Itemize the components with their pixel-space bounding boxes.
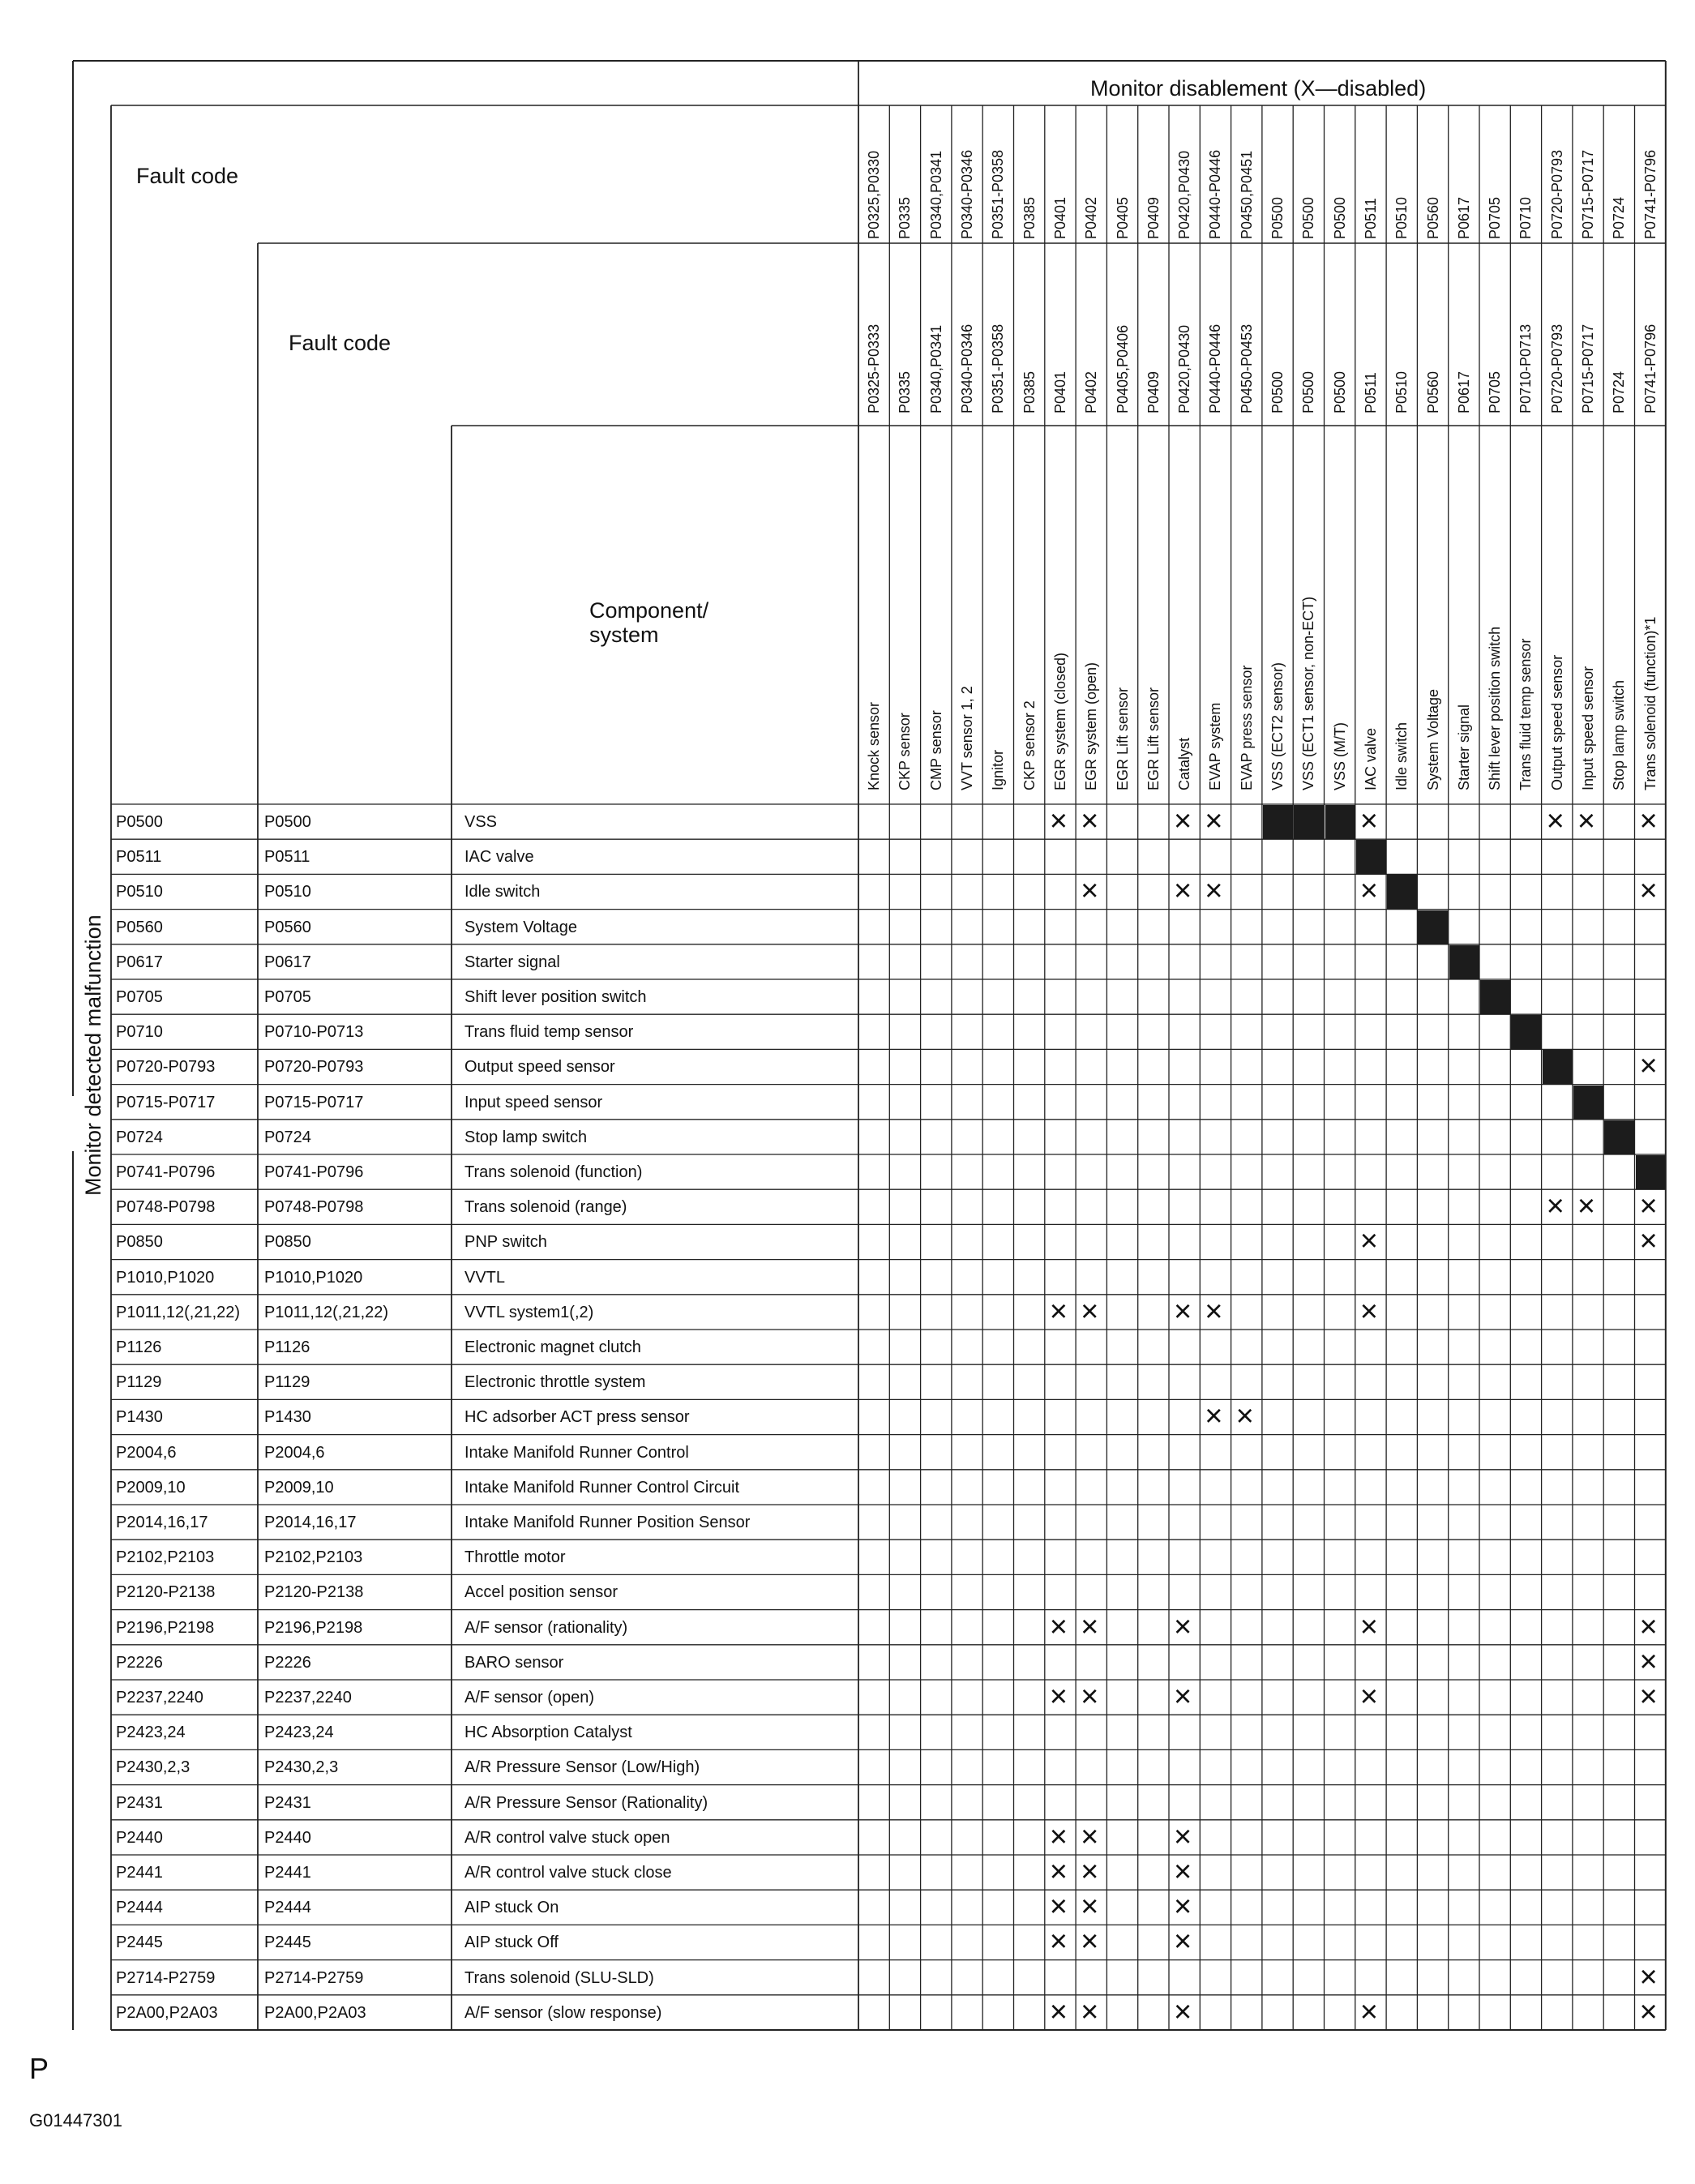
row-code-2: P2120-P2138: [264, 1583, 364, 1602]
column-code-2: P0715-P0717: [1580, 323, 1597, 413]
column-component: EGR Lift sensor: [1114, 687, 1131, 790]
row-component: Intake Manifold Runner Control Circuit: [464, 1478, 740, 1497]
row-code-1: P1126: [116, 1338, 162, 1356]
self-check-cell: [1604, 1120, 1634, 1154]
row-code-1: P2714-P2759: [116, 1968, 216, 1987]
row-component: PNP switch: [464, 1233, 547, 1252]
column-code-2: P0710-P0713: [1517, 323, 1534, 413]
disabled-mark: ×: [1546, 804, 1564, 838]
column-code-2: P0510: [1393, 370, 1410, 413]
column-code-2: P0401: [1051, 370, 1068, 413]
row-code-1: P1129: [116, 1373, 162, 1392]
disabled-mark: ×: [1359, 1609, 1378, 1644]
column-code-2: P0335: [897, 370, 914, 413]
column-code-2: P0560: [1424, 370, 1441, 413]
self-check-cell: [1480, 980, 1510, 1014]
row-code-2: P1126: [264, 1338, 310, 1356]
disabled-mark: ×: [1359, 1224, 1378, 1259]
column-component: EGR Lift sensor: [1145, 687, 1162, 790]
row-code-1: P2004,6: [116, 1443, 177, 1462]
column-component: EGR system (open): [1083, 662, 1100, 790]
self-check-cell: [1449, 945, 1479, 979]
row-component: AIP stuck Off: [464, 1933, 559, 1952]
footer-letter: P: [29, 2052, 49, 2085]
row-code-2: P2431: [264, 1793, 311, 1812]
column-component: EVAP system: [1207, 702, 1224, 790]
disabled-mark: ×: [1049, 1680, 1068, 1714]
row-code-1: P0705: [116, 988, 163, 1006]
column-component: Ignitor: [990, 749, 1007, 790]
row-code-1: P1430: [116, 1408, 163, 1427]
column-code-1: P0351-P0358: [990, 149, 1007, 239]
disabled-mark: ×: [1081, 1819, 1099, 1854]
disabled-mark: ×: [1546, 1189, 1564, 1224]
disabled-mark: ×: [1205, 1294, 1223, 1329]
row-code-2: P0617: [264, 953, 311, 971]
disabled-mark: ×: [1081, 1609, 1099, 1644]
column-component: Trans solenoid (function)*1: [1641, 616, 1659, 790]
row-code-2: P0850: [264, 1233, 311, 1252]
row-component: AIP stuck On: [464, 1899, 559, 1917]
row-code-1: P1011,12(,21,22): [116, 1303, 241, 1321]
disabled-mark: ×: [1359, 1680, 1378, 1714]
disabled-mark: ×: [1235, 1399, 1254, 1434]
column-component: EVAP press sensor: [1238, 665, 1255, 790]
column-code-2: P0617: [1455, 370, 1472, 413]
disabled-mark: ×: [1174, 874, 1192, 909]
column-code-1: P0450,P0451: [1238, 150, 1255, 239]
disabled-mark: ×: [1049, 1890, 1068, 1925]
row-code-2: P0720-P0793: [264, 1058, 364, 1077]
row-code-1: P0724: [116, 1128, 163, 1146]
disabled-mark: ×: [1639, 1680, 1658, 1714]
self-check-cell: [1387, 875, 1417, 909]
disabled-mark: ×: [1049, 1855, 1068, 1889]
column-code-2: P0500: [1331, 370, 1348, 413]
column-code-1: P0560: [1424, 196, 1441, 239]
row-code-2: P1010,P1020: [264, 1268, 363, 1287]
disabled-mark: ×: [1205, 1399, 1223, 1434]
column-code-1: P0705: [1487, 196, 1504, 239]
row-code-1: P2431: [116, 1793, 163, 1812]
row-code-1: P0511: [116, 848, 162, 867]
row-component: Idle switch: [464, 883, 541, 901]
column-code-1: P0617: [1455, 196, 1472, 239]
row-code-2: P2004,6: [264, 1443, 325, 1462]
column-component: IAC valve: [1362, 727, 1379, 790]
row-code-2: P2430,2,3: [264, 1758, 339, 1777]
row-code-2: P2444: [264, 1899, 311, 1917]
row-code-2: P2226: [264, 1653, 311, 1672]
disabled-mark: ×: [1081, 1294, 1099, 1329]
disabled-mark: ×: [1359, 1294, 1378, 1329]
self-check-cell: [1356, 840, 1386, 874]
disabled-mark: ×: [1049, 1994, 1068, 2029]
column-code-2: P0741-P0796: [1641, 323, 1659, 413]
disabled-mark: ×: [1174, 1680, 1192, 1714]
disabled-mark: ×: [1049, 1925, 1068, 1959]
column-code-2: P0511: [1362, 372, 1379, 413]
row-component: HC adsorber ACT press sensor: [464, 1408, 690, 1427]
column-code-1: P0401: [1051, 196, 1068, 239]
disabled-mark: ×: [1081, 804, 1099, 838]
row-code-1: P1010,P1020: [116, 1268, 215, 1287]
column-component: Catalyst: [1176, 737, 1193, 790]
row-component: HC Absorption Catalyst: [464, 1724, 632, 1742]
row-component: Output speed sensor: [464, 1058, 615, 1077]
column-component: Idle switch: [1393, 722, 1410, 790]
row-code-2: P2423,24: [264, 1724, 334, 1742]
figure-id: G01447301: [29, 2110, 122, 2130]
disabled-mark: ×: [1639, 1049, 1658, 1084]
row-code-2: P0511: [264, 848, 310, 867]
column-code-2: P0325-P0333: [866, 323, 883, 413]
row-code-1: P2A00,P2A03: [116, 2003, 218, 2022]
row-component: A/F sensor (slow response): [464, 2003, 662, 2022]
fault-code-label-1: Fault code: [136, 164, 239, 188]
self-check-cell: [1573, 1086, 1603, 1120]
disabled-mark: ×: [1049, 1294, 1068, 1329]
column-code-2: P0351-P0358: [990, 323, 1007, 413]
row-component: BARO sensor: [464, 1653, 564, 1672]
row-component: Input speed sensor: [464, 1093, 603, 1111]
column-code-2: P0440-P0446: [1207, 323, 1224, 413]
column-component: CMP sensor: [927, 710, 944, 790]
disabled-mark: ×: [1577, 804, 1596, 838]
row-component: VVTL system1(,2): [464, 1303, 594, 1321]
disabled-mark: ×: [1174, 1294, 1192, 1329]
column-code-1: P0405: [1114, 196, 1131, 239]
row-code-1: P0720-P0793: [116, 1058, 216, 1077]
row-code-2: P0724: [264, 1128, 311, 1146]
column-code-1: P0409: [1145, 196, 1162, 239]
row-code-2: P0715-P0717: [264, 1093, 364, 1111]
disabled-mark: ×: [1639, 1644, 1658, 1679]
row-code-1: P0748-P0798: [116, 1198, 216, 1217]
column-code-1: P0715-P0717: [1580, 149, 1597, 239]
self-check-cell: [1294, 805, 1324, 839]
column-code-2: P0340-P0346: [959, 323, 976, 413]
row-code-1: P2423,24: [116, 1724, 186, 1742]
row-code-2: P2440: [264, 1828, 311, 1847]
column-component: Trans fluid temp sensor: [1517, 638, 1534, 790]
row-component: Trans solenoid (range): [464, 1198, 627, 1217]
disabled-mark: ×: [1081, 1855, 1099, 1889]
disabled-mark: ×: [1174, 1994, 1192, 2029]
row-code-2: P0510: [264, 883, 311, 901]
column-code-1: P0335: [897, 196, 914, 239]
disabled-mark: ×: [1639, 1994, 1658, 2029]
disabled-mark: ×: [1359, 874, 1378, 909]
row-code-1: P0560: [116, 918, 163, 936]
row-component: A/R control valve stuck close: [464, 1864, 672, 1882]
row-component: A/R Pressure Sensor (Low/High): [464, 1758, 700, 1777]
self-check-cell: [1636, 1155, 1666, 1189]
disabled-mark: ×: [1174, 804, 1192, 838]
disabled-mark: ×: [1049, 1819, 1068, 1854]
row-component: Intake Manifold Runner Control: [464, 1443, 689, 1462]
column-component: VSS (ECT1 sensor, non-ECT): [1300, 596, 1317, 790]
disabled-mark: ×: [1081, 1994, 1099, 2029]
disabled-mark: ×: [1081, 1890, 1099, 1925]
row-code-1: P0617: [116, 953, 163, 971]
row-code-2: P1129: [264, 1373, 310, 1392]
self-check-cell: [1418, 910, 1448, 944]
row-code-1: P2120-P2138: [116, 1583, 216, 1602]
self-check-cell: [1511, 1015, 1541, 1049]
column-code-1: P0511: [1362, 198, 1379, 239]
column-code-2: P0340,P0341: [927, 324, 944, 413]
column-code-1: P0325,P0330: [866, 150, 883, 239]
row-component: A/R Pressure Sensor (Rationality): [464, 1793, 708, 1812]
component-system-label: Component/ system: [589, 598, 709, 647]
row-component: Intake Manifold Runner Position Sensor: [464, 1514, 751, 1531]
disabled-mark: ×: [1639, 1609, 1658, 1644]
column-code-1: P0720-P0793: [1548, 149, 1565, 239]
row-code-1: P2441: [116, 1864, 163, 1882]
column-code-2: P0409: [1145, 370, 1162, 413]
column-code-2: P0724: [1611, 370, 1628, 413]
disabled-mark: ×: [1174, 1819, 1192, 1854]
disabled-mark: ×: [1081, 874, 1099, 909]
row-code-1: P2444: [116, 1899, 163, 1917]
column-code-2: P0500: [1300, 370, 1317, 413]
column-code-1: P0420,P0430: [1176, 150, 1193, 239]
disabled-mark: ×: [1359, 804, 1378, 838]
row-code-2: P2714-P2759: [264, 1968, 364, 1987]
row-code-2: P0741-P0796: [264, 1163, 364, 1181]
row-code-1: P0710: [116, 1023, 163, 1042]
row-code-1: P2237,2240: [116, 1689, 203, 1707]
column-code-2: P0402: [1083, 370, 1100, 413]
disabled-mark: ×: [1174, 1890, 1192, 1925]
row-component: Shift lever position switch: [464, 988, 647, 1006]
disabled-mark: ×: [1049, 804, 1068, 838]
disabled-mark: ×: [1577, 1189, 1596, 1224]
disabled-mark: ×: [1049, 1609, 1068, 1644]
column-component: Knock sensor: [866, 701, 883, 790]
column-component: VSS (M/T): [1331, 722, 1348, 790]
row-component: A/F sensor (open): [464, 1689, 595, 1707]
column-code-1: P0340,P0341: [927, 150, 944, 239]
disabled-mark: ×: [1081, 1680, 1099, 1714]
row-component: VVTL: [464, 1268, 506, 1287]
disabled-mark: ×: [1174, 1855, 1192, 1889]
row-component: A/R control valve stuck open: [464, 1828, 670, 1847]
column-code-1: P0500: [1269, 196, 1286, 239]
column-code-1: P0724: [1611, 196, 1628, 239]
row-component: Throttle motor: [464, 1548, 566, 1567]
column-code-2: P0450-P0453: [1238, 323, 1255, 413]
column-code-1: P0510: [1393, 196, 1410, 239]
row-code-1: P0510: [116, 883, 163, 901]
column-code-2: P0420,P0430: [1176, 324, 1193, 413]
row-code-1: P2445: [116, 1933, 163, 1952]
row-component: Trans solenoid (function): [464, 1163, 643, 1181]
row-code-2: P0705: [264, 988, 311, 1006]
column-code-1: P0741-P0796: [1641, 149, 1659, 239]
row-code-2: P2237,2240: [264, 1689, 352, 1707]
disabled-mark: ×: [1174, 1609, 1192, 1644]
row-code-2: P1011,12(,21,22): [264, 1303, 389, 1321]
row-component: VSS: [464, 813, 498, 831]
column-code-2: P0720-P0793: [1548, 323, 1565, 413]
row-code-2: P2196,P2198: [264, 1618, 363, 1637]
row-code-1: P2102,P2103: [116, 1548, 215, 1567]
column-component: System Voltage: [1424, 688, 1441, 790]
table-title: Monitor disablement (X—disabled): [1090, 76, 1427, 101]
row-code-1: P2430,2,3: [116, 1758, 190, 1777]
column-component: Input speed sensor: [1580, 666, 1597, 790]
row-code-1: P2440: [116, 1828, 163, 1847]
column-code-1: P0500: [1300, 196, 1317, 239]
disabled-mark: ×: [1639, 1189, 1658, 1224]
row-component: Electronic magnet clutch: [464, 1338, 641, 1356]
row-code-2: P2445: [264, 1933, 311, 1952]
row-code-1: P2014,16,17: [116, 1514, 208, 1531]
row-code-2: P2102,P2103: [264, 1548, 363, 1567]
row-component: Trans fluid temp sensor: [464, 1023, 634, 1042]
disabled-mark: ×: [1639, 874, 1658, 909]
row-component: A/F sensor (rationality): [464, 1618, 628, 1637]
row-component: System Voltage: [464, 918, 577, 936]
disabled-mark: ×: [1205, 804, 1223, 838]
column-code-1: P0500: [1331, 196, 1348, 239]
disabled-mark: ×: [1081, 1925, 1099, 1959]
self-check-cell: [1325, 805, 1355, 839]
column-code-1: P0710: [1517, 196, 1534, 239]
column-component: Starter signal: [1455, 704, 1472, 790]
self-check-cell: [1263, 805, 1293, 839]
disabled-mark: ×: [1639, 1959, 1658, 1994]
column-component: Shift lever position switch: [1487, 626, 1504, 790]
row-code-2: P2014,16,17: [264, 1514, 357, 1531]
column-code-1: P0385: [1021, 196, 1038, 239]
column-component: VSS (ECT2 sensor): [1269, 662, 1286, 790]
row-code-1: P2226: [116, 1653, 163, 1672]
disabled-mark: ×: [1174, 1925, 1192, 1959]
disabled-mark: ×: [1639, 1224, 1658, 1259]
disabled-mark: ×: [1639, 804, 1658, 838]
column-code-2: P0500: [1269, 370, 1286, 413]
column-code-2: P0405,P0406: [1114, 324, 1131, 413]
row-component: Starter signal: [464, 953, 560, 971]
row-component: IAC valve: [464, 848, 534, 867]
row-code-1: P0500: [116, 813, 163, 831]
row-component: Electronic throttle system: [464, 1373, 646, 1392]
row-code-1: P2196,P2198: [116, 1618, 215, 1637]
column-component: Output speed sensor: [1548, 654, 1565, 790]
row-component: Trans solenoid (SLU-SLD): [464, 1968, 654, 1987]
row-code-1: P0850: [116, 1233, 163, 1252]
row-code-2: P1430: [264, 1408, 311, 1427]
row-component: Accel position sensor: [464, 1583, 618, 1602]
row-code-2: P2A00,P2A03: [264, 2003, 366, 2022]
side-label: Monitor detected malfunction: [81, 914, 105, 1196]
row-code-1: P2009,10: [116, 1478, 186, 1497]
row-component: Stop lamp switch: [464, 1128, 588, 1146]
column-code-1: P0402: [1083, 196, 1100, 239]
row-code-2: P0710-P0713: [264, 1023, 364, 1042]
row-code-1: P0741-P0796: [116, 1163, 216, 1181]
row-code-1: P0715-P0717: [116, 1093, 216, 1111]
column-code-2: P0385: [1021, 370, 1038, 413]
column-component: CKP sensor: [897, 713, 914, 790]
column-component: CKP sensor 2: [1021, 700, 1038, 790]
row-code-2: P2441: [264, 1864, 311, 1882]
self-check-cell: [1543, 1050, 1573, 1084]
row-code-2: P0500: [264, 813, 311, 831]
disabled-mark: ×: [1359, 1994, 1378, 2029]
row-code-2: P2009,10: [264, 1478, 334, 1497]
column-code-1: P0340-P0346: [959, 149, 976, 239]
column-component: Stop lamp switch: [1611, 679, 1628, 790]
column-component: VVT sensor 1, 2: [959, 686, 976, 790]
column-component: EGR system (closed): [1051, 652, 1068, 790]
column-code-1: P0440-P0446: [1207, 149, 1224, 239]
disabled-mark: ×: [1205, 874, 1223, 909]
fault-code-label-2: Fault code: [289, 331, 392, 355]
row-code-2: P0748-P0798: [264, 1198, 364, 1217]
row-code-2: P0560: [264, 918, 311, 936]
column-code-2: P0705: [1487, 370, 1504, 413]
